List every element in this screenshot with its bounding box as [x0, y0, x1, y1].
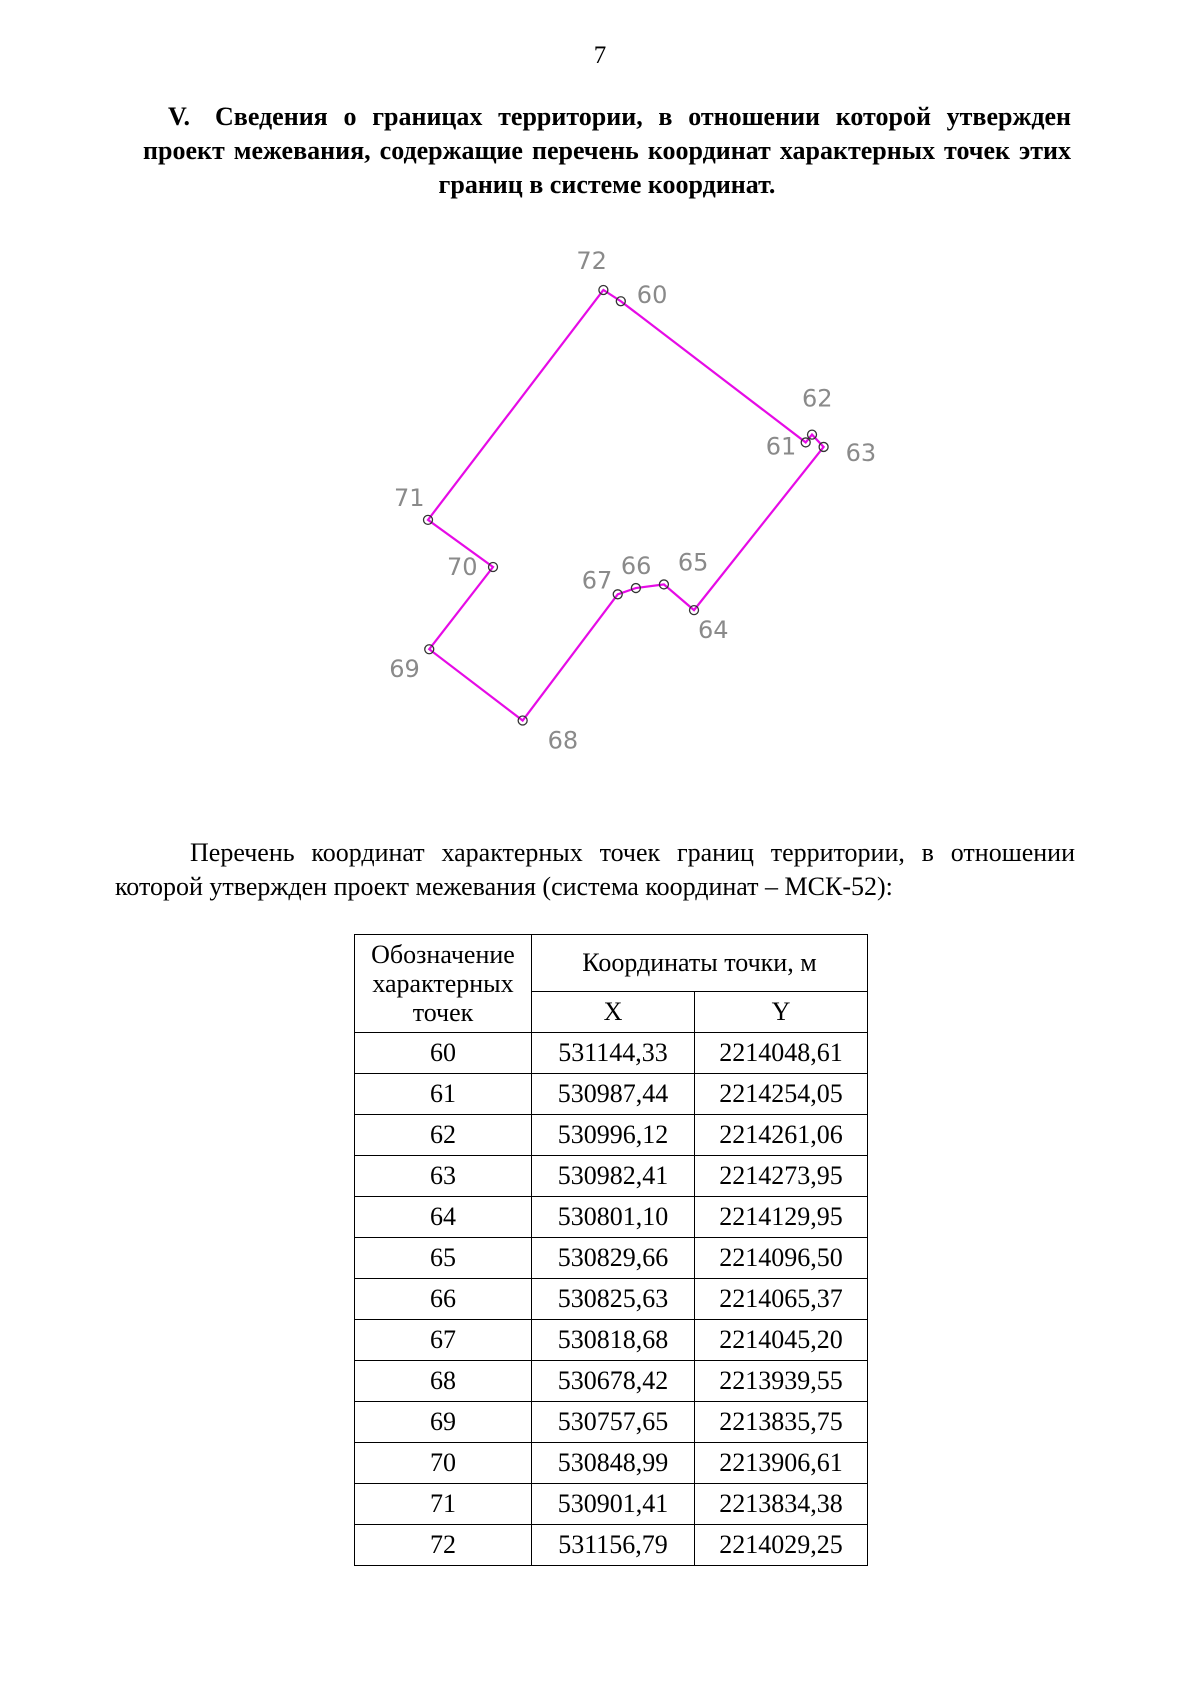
y-cell: 2214129,95 [695, 1197, 868, 1238]
x-cell: 530825,63 [532, 1279, 695, 1320]
table-row [355, 1361, 868, 1402]
point-label: 72 [576, 247, 607, 275]
table-row [355, 1238, 868, 1279]
point-cell: 66 [355, 1279, 532, 1320]
boundary-line [428, 290, 824, 721]
point-label: 70 [447, 553, 478, 582]
x-cell: 530996,12 [532, 1115, 695, 1156]
point-label: 69 [389, 655, 420, 684]
x-cell: 531156,79 [532, 1525, 695, 1566]
table-row [355, 1156, 868, 1197]
point-cell: 68 [355, 1361, 532, 1402]
point-label: 66 [620, 552, 652, 581]
point-label: 68 [547, 726, 579, 755]
y-cell: 2214261,06 [695, 1115, 868, 1156]
header-y: Y [695, 992, 868, 1033]
table-row [355, 1197, 868, 1238]
y-cell: 2214096,50 [695, 1238, 868, 1279]
section-number: V. [168, 102, 190, 131]
table-row [355, 1525, 868, 1566]
point-cell: 60 [355, 1033, 532, 1074]
table-row [355, 1074, 868, 1115]
header-point: Обозначение характерных точек [355, 935, 532, 1033]
boundary-scheme [380, 240, 940, 820]
point-cell: 72 [355, 1525, 532, 1566]
section-title: Сведения о границах территории, в отношении которой утвержден проект межевания, содержащие перечень координат характерных точек этих границ в системе координат. [143, 102, 1071, 199]
y-cell: 2214254,05 [695, 1074, 868, 1115]
table-row [355, 1402, 868, 1443]
table-row [355, 1115, 868, 1156]
y-cell: 2214029,25 [695, 1525, 868, 1566]
y-cell: 2213906,61 [695, 1443, 868, 1484]
x-cell: 530818,68 [532, 1320, 695, 1361]
point-label: 65 [677, 548, 709, 577]
point-label: 63 [845, 438, 877, 467]
y-cell: 2214273,95 [695, 1156, 868, 1197]
point-cell: 71 [355, 1484, 532, 1525]
point-label: 60 [636, 281, 668, 310]
point-cell: 61 [355, 1074, 532, 1115]
point-cell: 69 [355, 1402, 532, 1443]
x-cell: 530987,44 [532, 1074, 695, 1115]
point-cell: 62 [355, 1115, 532, 1156]
x-cell: 530848,99 [532, 1443, 695, 1484]
header-coordinates: Координаты точки, м [532, 935, 868, 992]
point-cell: 70 [355, 1443, 532, 1484]
table-row [355, 1443, 868, 1484]
point-label: 67 [581, 566, 613, 595]
x-cell: 530757,65 [532, 1402, 695, 1443]
y-cell: 2213834,38 [695, 1484, 868, 1525]
x-cell: 530901,41 [532, 1484, 695, 1525]
table-row [355, 1320, 868, 1361]
y-cell: 2214045,20 [695, 1320, 868, 1361]
point-label: 71 [394, 483, 425, 512]
section-heading [143, 100, 1071, 202]
point-label: 64 [698, 616, 729, 645]
table-row [355, 1484, 868, 1525]
x-cell: 530829,66 [532, 1238, 695, 1279]
y-cell: 2213939,55 [695, 1361, 868, 1402]
point-cell: 64 [355, 1197, 532, 1238]
x-cell: 531144,33 [532, 1033, 695, 1074]
table-row [355, 1033, 868, 1074]
point-cell: 65 [355, 1238, 532, 1279]
x-cell: 530678,42 [532, 1361, 695, 1402]
header-x: X [532, 992, 695, 1033]
table-row [355, 1279, 868, 1320]
point-cell: 63 [355, 1156, 532, 1197]
page-number: 7 [593, 42, 607, 69]
y-cell: 2214048,61 [695, 1033, 868, 1074]
x-cell: 530982,41 [532, 1156, 695, 1197]
point-cell: 67 [355, 1320, 532, 1361]
x-cell: 530801,10 [532, 1197, 695, 1238]
y-cell: 2214065,37 [695, 1279, 868, 1320]
y-cell: 2213835,75 [695, 1402, 868, 1443]
coordinates-caption: Перечень координат характерных точек границ территории, в отношении которой утвержден проект межевания (система координат – МСК-52): [115, 838, 1075, 901]
coordinates-table [354, 934, 868, 1566]
point-label: 62 [802, 384, 833, 413]
point-label: 61 [765, 432, 797, 461]
